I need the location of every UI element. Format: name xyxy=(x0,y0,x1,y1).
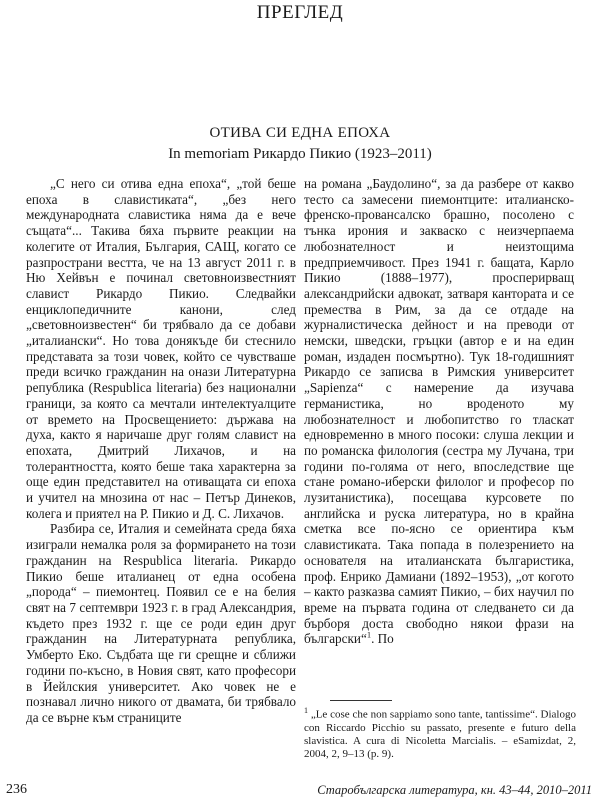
paragraph-right-1-tail: . По xyxy=(371,631,394,647)
paragraph-left-1: „С него си отива една епоха“, „той беше епоха в славистиката“, „без него международната славистика няма да е вече същата“... Такива бяха първите реакции на колегите от Италия, България, САЩ, когато се разпространи вестта, че на 13 август 2011 г. в Ню Хейвън е починал световноизвестният славист Рикардо Пикио. Следвайки енциклопедичните канони, след „световноизвестен“ би трябвало да се добави „италиански“. Но това донякъде би стеснило представата за този човек, който се чувстваше преди всичко гражданин на онази Литературна република (Respublica literaria) без национални граници, за която са мечтали интелектуалците от времето на Просвещението: държава на духа, както я наричаше друг голям славист на епохата, Дмитрий Лихачов, и на толерантността, която беше така характерна за още един представител на отиващата си епоха и учител на мнозина от нас – Петър Динеков, колега и приятел на Р. Пикио и Д. С. Лихачов. xyxy=(26,176,296,521)
paragraph-right-1 xyxy=(304,176,574,647)
paragraph-left-2: Разбира се, Италия и семейната среда бяха изиграли немалка роля за формирането на този гражданин на Respublica literaria. Рикардо Пикио беше италианец от една особена „порода“ – пиемонтец. Появил се е на белия свят на 7 септември 1923 г. в град Александрия, където през 1932 г. ще се роди един друг гражданин на Литературната република, Умберто Еко. Съдбата ще ги срещне и сближи години по-късно, в Новия свят, като професори в Йейлския университет. Ако човек не е познавал лично никого от двамата, би трябвало да се върне към страниците xyxy=(26,521,296,725)
footnote-rule xyxy=(330,700,392,701)
running-head: ПРЕГЛЕД xyxy=(256,2,344,23)
journal-footer: Старобългарска литература, кн. 43–44, 2010–2011 xyxy=(317,783,592,797)
page-number: 236 xyxy=(6,782,27,797)
footnote-text: „Le cose che non sappiamo sono tante, tantissime“. Dialogo con Riccardo Picchio su passato, presente e futuro della slavistica. A cura di Nicoletta Marcialis. – eSamizdat, 2, 2004, 2, 9–13 (p. 9). xyxy=(304,708,576,760)
footnote-number: 1 xyxy=(304,706,308,715)
article-title: ОТИВА СИ ЕДНА ЕПОХА xyxy=(209,125,391,141)
footnote xyxy=(304,704,576,761)
footnote-reference[interactable]: 1 xyxy=(366,630,372,640)
right-column xyxy=(304,176,574,647)
paragraph-right-1-text: на романа „Баудолино“, за да разбере от какво тесто са замесени пиемонтците: италианско-френско-провансалско брашно, посолено с тънка ирония и закваско с неизчерпаема любознателност и неизтощима предприемчивост. През 1941 г. бащата, Карло Пикио (1888–1977), просперирващ александрийски адвокат, затваря кантората и се премества в Рим, за да се отдаде на журналистическа дейност и на преводи от немски, шведски, гръцки (автор е и на един роман, издаден посмъртно). Тук 18-годишният Рикардо се записва в Римския университет „Sapienza“ с намерение да изучава германистика, но вроденото му любознателност и любопитство го тласкат едновременно в много посоки: слуша лекции и по романска филология (сестра му Лучана, три години по-голяма от него, впоследствие ще стане романо-иберски филолог и професор по лузитанистика), посещава курсовете по английска и руска литература, но в крайна сметка все по-ясно се ориентира към славистиката. Така попада в полезрението на основателя на италианската българистика, проф. Енрико Дамиани (1892–1953), „от когото – както разказва самият Пикио, – бих научил по време на първата година от следването си да бърборя доста свободно някои фрази на български“ xyxy=(304,176,574,647)
article-subtitle: In memoriam Рикардо Пикио (1923–2011) xyxy=(168,146,432,162)
left-column xyxy=(26,176,296,726)
